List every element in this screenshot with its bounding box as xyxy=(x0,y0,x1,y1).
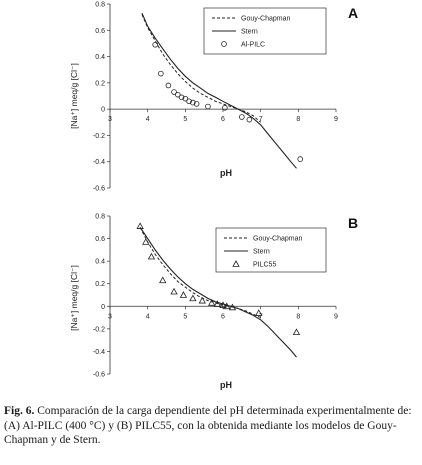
legend-label-b: Stern xyxy=(253,248,270,256)
x-tick-label-a: 9 xyxy=(334,116,338,124)
y-axis-label-b: [Na⁺] meq/g [Cl⁻] xyxy=(69,265,79,331)
y-axis-label-a: [Na⁺] meq/g [Cl⁻] xyxy=(69,63,79,129)
data-point-a xyxy=(153,42,158,47)
chart-panel-b xyxy=(69,214,358,391)
y-tick-label-a: 0.4 xyxy=(95,54,105,62)
legend-label-b: PILC55 xyxy=(253,261,277,269)
y-tick-label-a: 0.8 xyxy=(95,1,105,9)
x-tick-label-b: 7 xyxy=(258,313,263,321)
x-tick-label-a: 8 xyxy=(296,116,301,124)
data-point-b xyxy=(160,277,166,282)
x-tick-label-a: 7 xyxy=(258,116,263,124)
y-tick-label-b: -0.6 xyxy=(92,371,105,379)
data-point-b xyxy=(180,292,186,297)
y-tick-label-a: 0.6 xyxy=(95,27,105,35)
caption-label: Fig. 6. xyxy=(4,405,35,417)
legend-label-a: Gouy-Chapman xyxy=(241,15,291,23)
y-tick-label-a: -0.2 xyxy=(92,132,105,140)
data-point-a xyxy=(247,117,252,122)
legend-label-a: Stern xyxy=(241,28,258,36)
x-tick-label-a: 5 xyxy=(183,116,188,124)
y-tick-label-a: -0.6 xyxy=(92,185,105,193)
y-tick-label-a: -0.4 xyxy=(92,159,105,167)
chart-panel-a xyxy=(69,2,358,193)
panel-label-b: B xyxy=(348,215,359,231)
legend-label-b: Gouy-Chapman xyxy=(253,235,303,243)
x-tick-label-b: 8 xyxy=(296,313,301,321)
figure-caption xyxy=(4,404,418,448)
y-tick-label-a: 0.2 xyxy=(95,80,105,88)
data-point-a xyxy=(239,115,244,120)
data-point-b xyxy=(293,329,299,334)
caption-text: Comparación de la carga dependiente del pH determinada experimentalmente de: (A) Al-PILC (400 °C) y (B) PILC55, con la obtenida mediante los modelos de Gouy-Chapman y de Stern. xyxy=(4,405,412,446)
data-point-a xyxy=(158,71,163,76)
y-tick-label-b: 0.8 xyxy=(95,213,105,221)
data-point-a xyxy=(298,157,303,162)
x-tick-label-b: 3 xyxy=(108,313,112,321)
y-tick-label-b: -0.2 xyxy=(92,326,105,334)
legend-label-a: Al-PILC xyxy=(241,41,266,49)
x-tick-label-b: 6 xyxy=(221,313,225,321)
x-tick-label-a: 4 xyxy=(145,116,150,124)
x-tick-label-a: 6 xyxy=(221,116,225,124)
x-axis-label-a: pH xyxy=(220,168,232,178)
y-tick-label-b: 0.4 xyxy=(95,258,105,266)
data-point-b xyxy=(171,289,177,294)
data-point-b xyxy=(199,298,205,303)
x-tick-label-a: 3 xyxy=(108,116,112,124)
y-tick-label-b: 0 xyxy=(101,303,105,311)
data-point-a xyxy=(166,83,171,88)
data-point-b xyxy=(190,295,196,300)
x-tick-label-b: 5 xyxy=(183,313,188,321)
x-tick-label-b: 4 xyxy=(145,313,150,321)
y-tick-label-a: 0 xyxy=(101,106,105,114)
y-tick-label-b: -0.4 xyxy=(92,348,105,356)
data-point-a xyxy=(206,104,211,109)
panel-label-a: A xyxy=(348,5,359,21)
y-tick-label-b: 0.2 xyxy=(95,281,105,289)
y-tick-label-b: 0.6 xyxy=(95,236,105,244)
data-point-b xyxy=(148,254,154,259)
x-tick-label-b: 9 xyxy=(334,313,338,321)
x-axis-label-b: pH xyxy=(220,380,232,390)
